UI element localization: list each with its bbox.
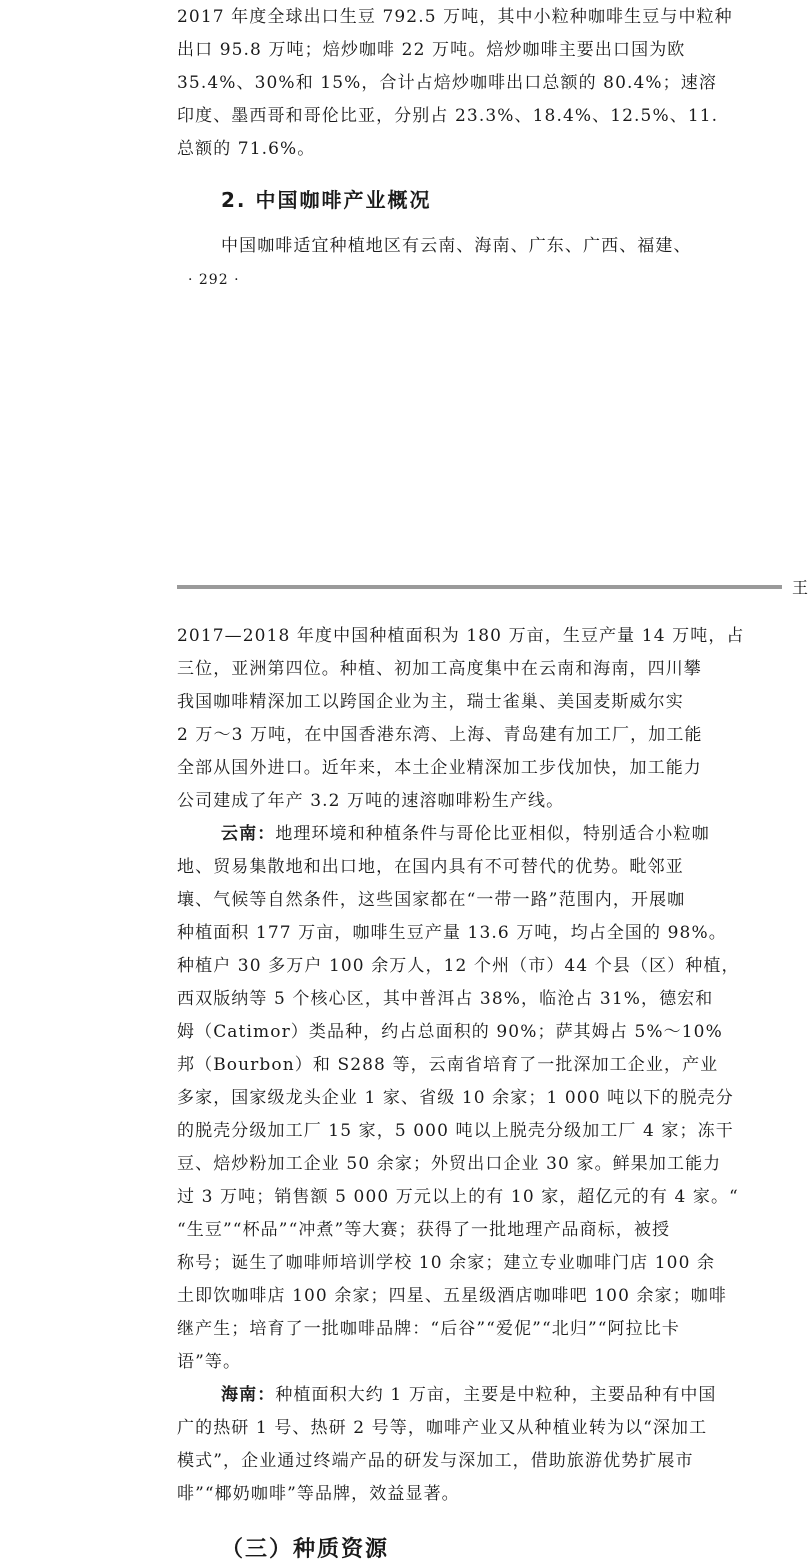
section-heading: （三）种质资源	[221, 1537, 390, 1562]
body-line: 西双版纳等 5 个核心区，其中普洱占 38%，临沧占 31%，德宏和	[177, 989, 714, 1009]
body-line: 2017 年度全球出口生豆 792.5 万吨，其中小粒种咖啡生豆与中粒种	[177, 7, 733, 27]
yunnan-first-text: 地理环境和种植条件与哥伦比亚相似，特别适合小粒咖	[275, 824, 710, 844]
body-line: 模式”，企业通过终端产品的研发与深加工，借助旅游优势扩展市	[177, 1451, 694, 1471]
body-line: 2017—2018 年度中国种植面积为 180 万亩，生豆产量 14 万吨，占	[177, 626, 745, 646]
body-line: 总额的 71.6%。	[177, 139, 316, 159]
body-line: 出口 95.8 万吨；焙炒咖啡 22 万吨。焙炒咖啡主要出口国为欧	[177, 40, 686, 60]
body-line: 壤、气候等自然条件，这些国家都在“一带一路”范围内，开展咖	[177, 890, 686, 910]
hainan-lead: 海南：	[221, 1385, 276, 1405]
body-line: 种植户 30 多万户 100 余万人，12 个州（市）44 个县（区）种植，	[177, 956, 740, 976]
body-line: 三位，亚洲第四位。种植、初加工高度集中在云南和海南，四川攀	[177, 659, 702, 679]
body-line: 称号；诞生了咖啡师培训学校 10 余家；建立专业咖啡门店 100 余	[177, 1253, 716, 1273]
body-line: 邦（Bourbon）和 S288 等，云南省培育了一批深加工企业，产业	[177, 1055, 719, 1075]
running-head: 王	[792, 578, 808, 597]
body-line: 啡”“椰奶咖啡”等品牌，效益显著。	[177, 1484, 460, 1504]
body-line: 土即饮咖啡店 100 余家；四星、五星级酒店咖啡吧 100 余家；咖啡	[177, 1286, 728, 1306]
body-line: 过 3 万吨；销售额 5 000 万元以上的有 10 家，超亿元的有 4 家。“	[177, 1187, 739, 1207]
hainan-first-text: 种植面积大约 1 万亩，主要是中粒种，主要品种有中国	[275, 1385, 717, 1405]
body-line: 继产生；培育了一批咖啡品牌：“后谷”“爱伲”“北归”“阿拉比卡	[177, 1319, 680, 1339]
body-line: 的脱壳分级加工厂 15 家，5 000 吨以上脱壳分级加工厂 4 家；冻干	[177, 1121, 734, 1141]
body-line: 语”等。	[177, 1352, 242, 1372]
body-line: 印度、墨西哥和哥伦比亚，分别占 23.3%、18.4%、12.5%、11.	[177, 106, 719, 126]
body-line: 全部从国外进口。近年来，本土企业精深加工步伐加快，加工能力	[177, 758, 702, 778]
body-line: 2 万～3 万吨，在中国香港东湾、上海、青岛建有加工厂，加工能	[177, 725, 703, 745]
page-292-fragment	[0, 0, 800, 300]
body-line: 35.4%、30%和 15%，合计占焙炒咖啡出口总额的 80.4%；速溶	[177, 73, 717, 93]
body-line: 种植面积 177 万亩，咖啡生豆产量 13.6 万吨，均占全国的 98%。	[177, 923, 727, 943]
body-line: “生豆”“杯品”“冲煮”等大赛；获得了一批地理产品商标，被授	[177, 1220, 671, 1240]
body-line: 地、贸易集散地和出口地，在国内具有不可替代的优势。毗邻亚	[177, 857, 684, 877]
next-page-fragment	[0, 570, 808, 1562]
body-line: 广的热研 1 号、热研 2 号等，咖啡产业又从种植业转为以“深加工	[177, 1418, 708, 1438]
body-line: 公司建成了年产 3.2 万吨的速溶咖啡粉生产线。	[177, 791, 565, 811]
body-line: 姆（Catimor）类品种，约占总面积的 90%；萨其姆占 5%～10%	[177, 1022, 723, 1042]
hainan-paragraph-start	[221, 1385, 717, 1405]
yunnan-lead: 云南：	[221, 824, 276, 844]
page-number: · 292 ·	[188, 272, 240, 288]
body-line: 中国咖啡适宜种植地区有云南、海南、广东、广西、福建、	[221, 236, 692, 256]
body-line: 多家，国家级龙头企业 1 家、省级 10 余家；1 000 吨以下的脱壳分	[177, 1088, 734, 1108]
body-line: 我国咖啡精深加工以跨国企业为主，瑞士雀巢、美国麦斯威尔实	[177, 692, 684, 712]
yunnan-paragraph-start	[221, 824, 710, 844]
header-rule	[177, 585, 782, 589]
subsection-heading: 2. 中国咖啡产业概况	[221, 188, 432, 212]
body-line: 豆、焙炒粉加工企业 50 余家；外贸出口企业 30 家。鲜果加工能力	[177, 1154, 722, 1174]
